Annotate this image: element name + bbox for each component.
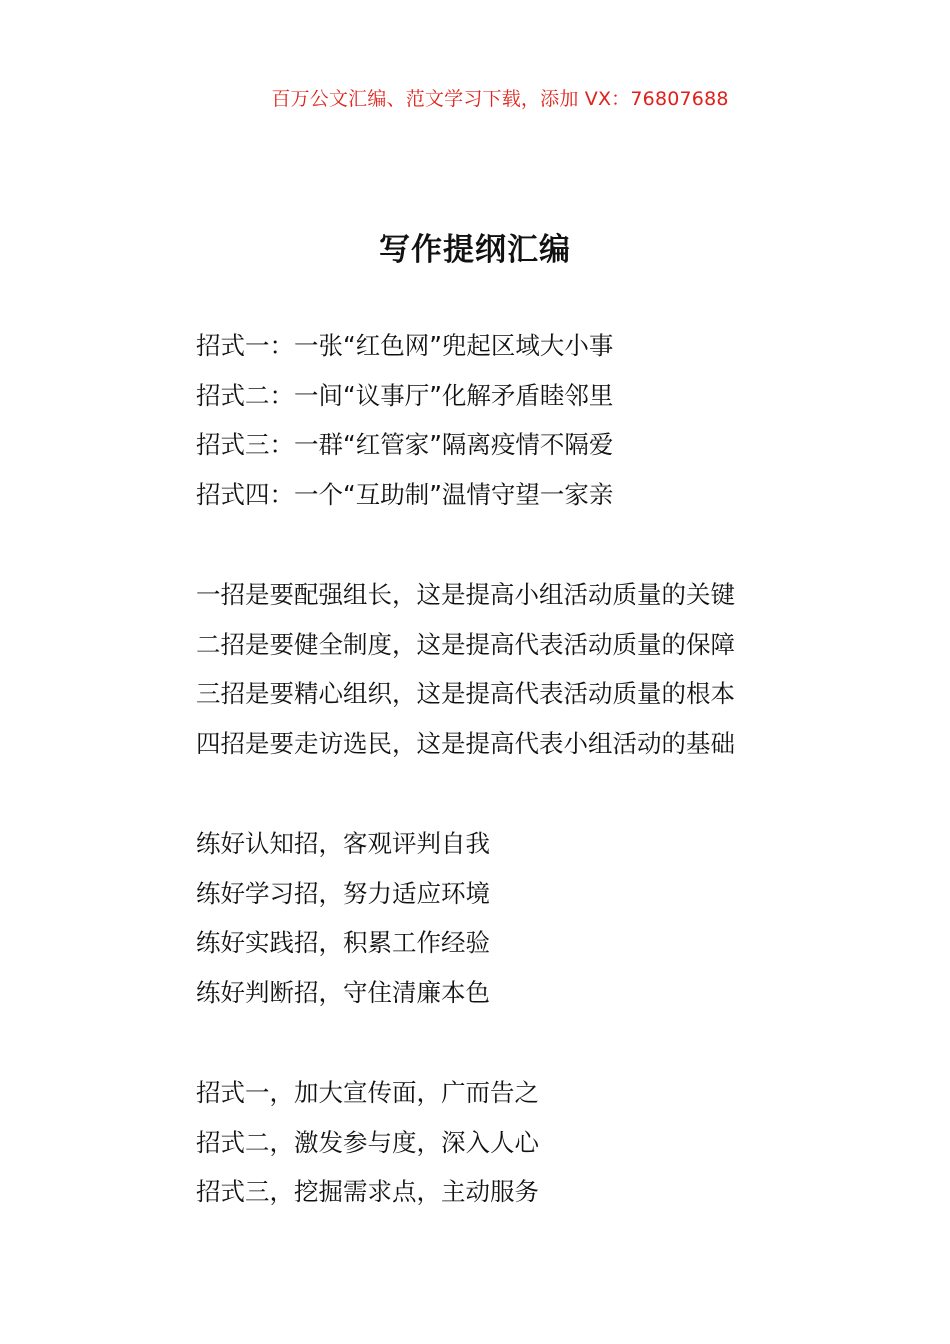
outline-line: 练好学习招，努力适应环境: [196, 878, 490, 908]
outline-line: 招式四：一个“互助制”温情守望一家亲: [196, 479, 614, 509]
outline-line: 招式二，激发参与度，深入人心: [196, 1127, 539, 1157]
outline-line: 招式三：一群“红管家”隔离疫情不隔爱: [196, 430, 614, 460]
page-title: 写作提纲汇编: [379, 232, 571, 268]
outline-line: 练好判断招，守住清廉本色: [196, 977, 490, 1007]
outline-line: 招式三，挖掘需求点，主动服务: [196, 1177, 539, 1207]
outline-line: 招式一，加大宣传面，广而告之: [196, 1078, 539, 1107]
outline-line: 练好实践招，积累工作经验: [196, 928, 490, 958]
outline-section-3: [196, 819, 836, 1017]
outline-line: 三招是要精心组织，这是提高代表活动质量的根本: [196, 679, 735, 709]
outline-line: 二招是要健全制度，这是提高代表活动质量的保障: [196, 629, 735, 659]
outline-line: 一招是要配强组长，这是提高小组活动质量的关键: [196, 580, 735, 609]
outline-line: 四招是要走访选民，这是提高代表小组活动的基础: [196, 728, 735, 758]
outline-line: 招式一：一张“红色网”兜起区域大小事: [196, 331, 614, 360]
outline-section-4: [196, 1068, 836, 1217]
outline-line: 练好认知招，客观评判自我: [196, 829, 490, 858]
outline-section-1: [196, 321, 836, 519]
outline-line: 招式二：一间“议事厅”化解矛盾睦邻里: [196, 380, 614, 410]
header-note: 百万公文汇编、范文学习下载，添加 VX：76807688: [271, 88, 729, 110]
outline-section-2: [196, 570, 836, 768]
